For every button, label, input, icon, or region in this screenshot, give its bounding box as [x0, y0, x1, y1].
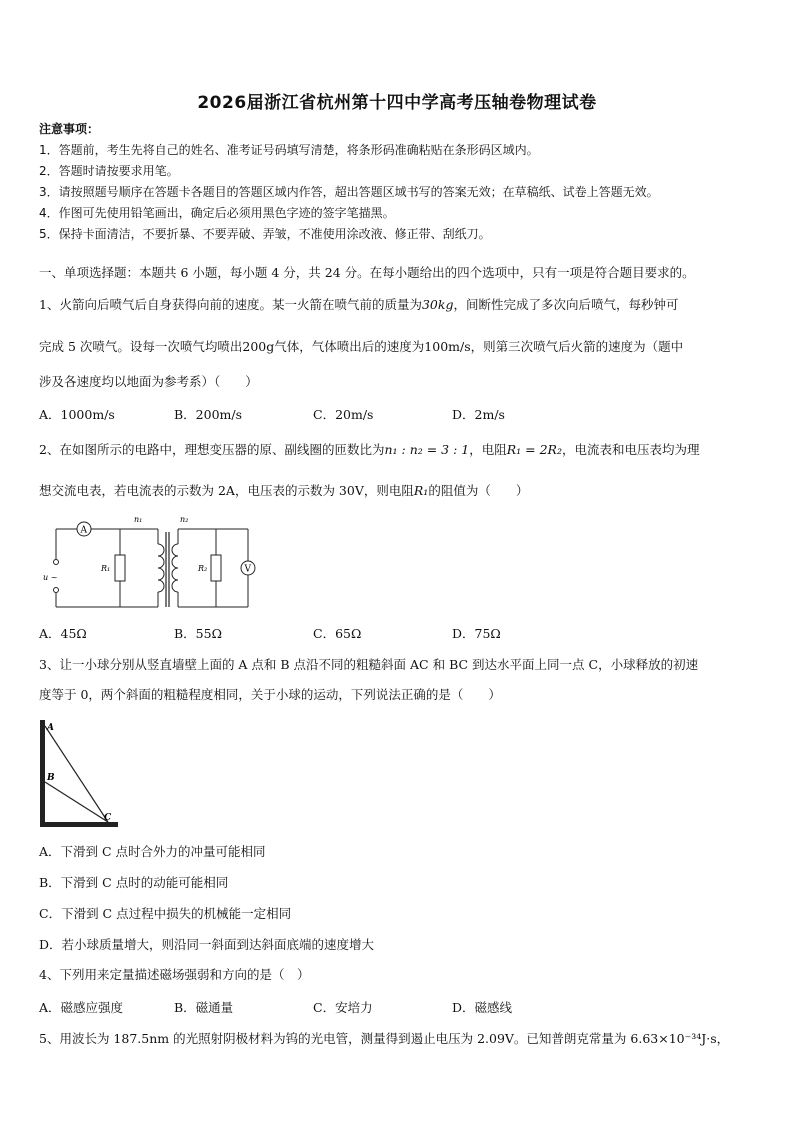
section-heading: 一、单项选择题：本题共 6 小题，每小题 4 分，共 24 分。在每小题给出的四个选项中，只有一项是符合题目要求的。: [39, 265, 695, 280]
q1-option-c: C．20m/s: [313, 407, 374, 422]
q2-option-a: A．45Ω: [39, 626, 87, 641]
q2-r1: R₁: [413, 483, 429, 498]
q2-text: ，电流表和电压表均为理: [561, 442, 700, 457]
resistor-r1-icon: [115, 555, 125, 581]
q3-option-c: C．下滑到 C 点过程中损失的机械能一定相同: [39, 906, 292, 921]
terminal-icon: [54, 588, 59, 593]
point-a-label: A: [47, 723, 54, 733]
q1-option-d: D．2m/s: [452, 407, 505, 422]
voltmeter-label: V: [244, 564, 251, 575]
q2-text: ，电阻: [469, 442, 507, 457]
r1-label: R₁: [101, 564, 111, 573]
point-c-label: C: [104, 813, 112, 823]
q1-option-b: B．200m/s: [174, 407, 243, 422]
wall-icon: [40, 720, 45, 826]
incline-figure: [38, 716, 122, 830]
question-5-line-1: 5、用波长为 187.5nm 的光照射阴极材料为钨的光电管，测量得到遏止电压为 2.09V。已知普朗克常量为 6.63×10⁻³⁴J·s，: [39, 1031, 730, 1046]
notice-heading: 注意事项：: [39, 122, 100, 136]
page-title: 2026届浙江省杭州第十四中学高考压轴卷物理试卷: [197, 93, 597, 113]
q1-gas-mass: 200g: [242, 339, 275, 354]
notice-item: 5．保持卡面清洁，不要折暴、不要弄破、弄皱，不准使用涂改液、修正带、刮纸刀。: [39, 227, 491, 241]
resistor-r2-icon: [211, 555, 221, 581]
q1-option-a: A．1000m/s: [39, 407, 115, 422]
q4-option-a: A．磁感应强度: [39, 1000, 124, 1015]
q1-mass: 30kg: [421, 297, 454, 312]
question-2-line-2: [39, 482, 528, 500]
question-1-line-2: [39, 338, 683, 356]
transformer-circuit-figure: [38, 512, 268, 614]
question-3-line-1: 3、让一小球分别从竖直墙壁上面的 A 点和 B 点沿不同的粗糙斜面 AC 和 BC 到达水平面上同一点 C，小球释放的初速: [39, 657, 699, 672]
q4-option-c: C．安培力: [313, 1000, 373, 1015]
r2-label: R₂: [198, 564, 208, 573]
question-2-line-1: [39, 441, 699, 459]
q2-text: 想交流电表，若电流表的示数为 2A，电压表的示数为 30V，则电阻: [39, 483, 414, 498]
q4-option-b: B．磁通量: [174, 1000, 234, 1015]
ammeter-label: A: [80, 525, 87, 536]
q2-option-b: B．55Ω: [174, 626, 222, 641]
q2-text: 的阻值为（ ）: [428, 483, 529, 498]
notice-item: 1．答题前，考生先将自己的姓名、准考证号码填写清楚，将条形码准确粘贴在条形码区域内。: [39, 143, 539, 157]
q2-option-c: C．65Ω: [313, 626, 362, 641]
question-1-line-3: 涉及各速度均以地面为参考系）（ ）: [39, 374, 258, 389]
q1-text: ，间断性完成了多次向后喷气，每秒钟可: [453, 297, 679, 312]
q1-text: 完成 5 次喷气。设每一次喷气均喷出: [39, 339, 243, 354]
point-b-label: B: [47, 773, 55, 783]
n1-label: n₁: [134, 515, 143, 524]
q3-option-a: A．下滑到 C 点时合外力的冲量可能相同: [39, 844, 266, 859]
q2-text: 2、在如图所示的电路中，理想变压器的原、副线圈的匝数比为: [39, 442, 385, 457]
notice-item: 2．答题时请按要求用笔。: [39, 164, 179, 178]
notice-item: 3．请按照题号顺序在答题卡各题目的答题区域内作答，超出答题区域书写的答案无效；在草稿纸、试卷上答题无效。: [39, 185, 659, 199]
q2-resistor-relation: R₁ = 2R₂: [506, 442, 562, 457]
source-label: u ~: [43, 573, 58, 582]
q2-option-d: D．75Ω: [452, 626, 501, 641]
q1-text: 气体，气体喷出后的速度为: [274, 339, 425, 354]
q4-option-d: D．磁感线: [452, 1000, 513, 1015]
q2-turns-ratio: n₁ : n₂ = 3 : 1: [384, 442, 470, 457]
q3-option-b: B．下滑到 C 点时的动能可能相同: [39, 875, 229, 890]
q3-option-d: D．若小球质量增大，则沿同一斜面到达斜面底端的速度增大: [39, 937, 375, 952]
question-1-line-1: [39, 296, 678, 314]
question-3-line-2: 度等于 0，两个斜面的粗糙程度相同，关于小球的运动，下列说法正确的是（ ）: [39, 687, 501, 702]
q1-text: ，则第三次喷气后火箭的速度为（题中: [470, 339, 684, 354]
question-4-line-1: 4、下列用来定量描述磁场强弱和方向的是（ ）: [39, 967, 310, 982]
primary-coil-icon: [158, 544, 164, 592]
q1-speed: 100m/s: [424, 339, 471, 354]
terminal-icon: [54, 560, 59, 565]
n2-label: n₂: [180, 515, 189, 524]
secondary-coil-icon: [172, 544, 178, 592]
notice-item: 4．作图可先使用铅笔画出，确定后必须用黑色字迹的签字笔描黑。: [39, 206, 395, 220]
q1-text: 1、火箭向后喷气后自身获得向前的速度。某一火箭在喷气前的质量为: [39, 297, 422, 312]
